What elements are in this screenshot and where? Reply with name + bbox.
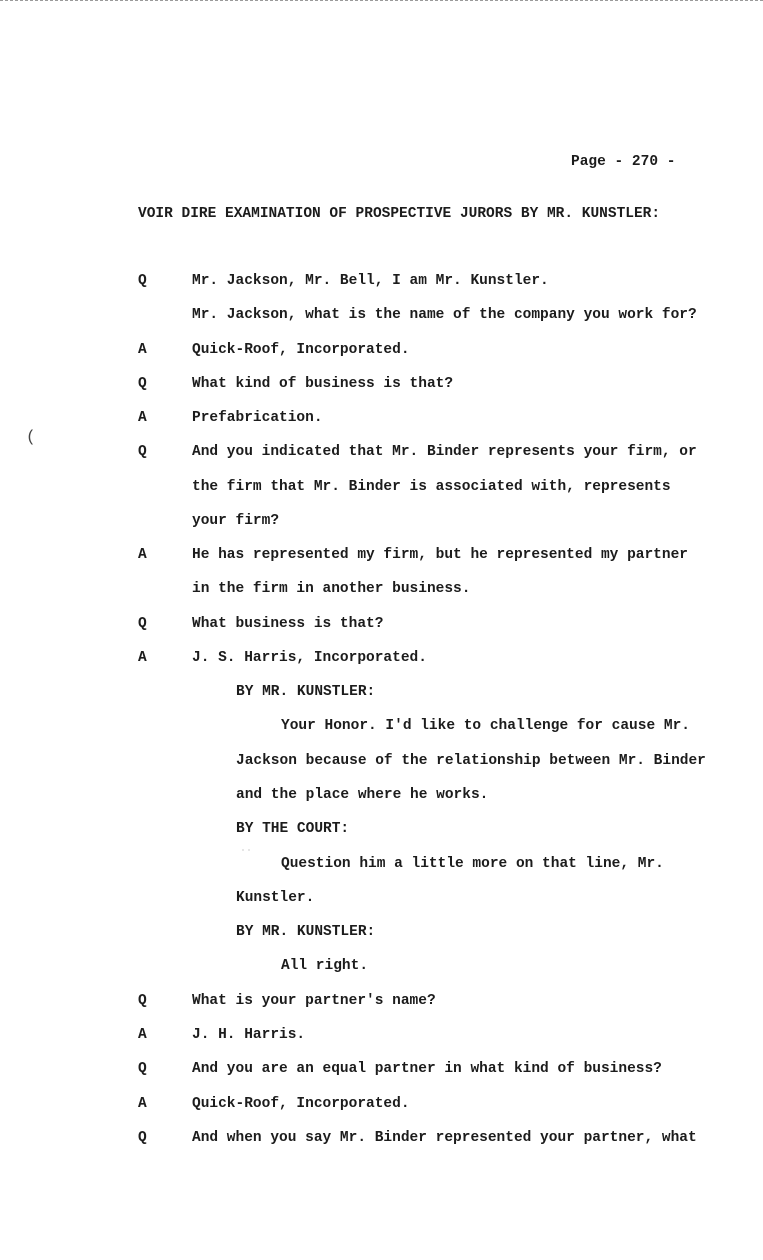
speaker-label: A — [138, 1096, 147, 1112]
transcript-line: your firm? — [192, 513, 280, 529]
transcript-line: Kunstler. — [236, 890, 315, 906]
speaker-label: A — [138, 650, 147, 666]
transcript-line: Prefabrication. — [192, 410, 323, 426]
speaker-label: A — [138, 410, 147, 426]
transcript-line: All right. — [281, 958, 369, 974]
transcript-line: in the firm in another business. — [192, 581, 471, 597]
transcript-line: Mr. Jackson, what is the name of the company you work for? — [192, 307, 697, 323]
speaker-label: Q — [138, 1130, 147, 1146]
page-number: Page - 270 - — [571, 154, 676, 170]
transcript-line: What is your partner's name? — [192, 993, 436, 1009]
transcript-line: Quick-Roof, Incorporated. — [192, 1096, 410, 1112]
examination-heading: VOIR DIRE EXAMINATION OF PROSPECTIVE JURORS BY MR. KUNSTLER: — [138, 206, 661, 222]
scan-top-edge — [0, 0, 763, 5]
scan-speck: ˙˙ — [240, 850, 253, 861]
speaker-label: A — [138, 342, 147, 358]
transcript-line: J. S. Harris, Incorporated. — [192, 650, 427, 666]
transcript-line: And you are an equal partner in what kind of business? — [192, 1061, 662, 1077]
transcript-line: What kind of business is that? — [192, 376, 454, 392]
transcript-line: Mr. Jackson, Mr. Bell, I am Mr. Kunstler. — [192, 273, 549, 289]
margin-mark: ( — [26, 428, 36, 446]
speaker-label: Q — [138, 993, 147, 1009]
transcript-line: Quick-Roof, Incorporated. — [192, 342, 410, 358]
speaker-label: A — [138, 1027, 147, 1043]
transcript-line: Jackson because of the relationship between Mr. Binder — [236, 753, 706, 769]
transcript-line: Your Honor. I'd like to challenge for cause Mr. — [281, 718, 690, 734]
transcript-line: And you indicated that Mr. Binder represents your firm, or — [192, 444, 697, 460]
transcript-line: He has represented my firm, but he represented my partner — [192, 547, 688, 563]
speaker-heading: BY MR. KUNSTLER: — [236, 924, 376, 940]
transcript-line: Question him a little more on that line, Mr. — [281, 856, 664, 872]
speaker-label: Q — [138, 273, 147, 289]
speaker-heading: BY THE COURT: — [236, 821, 350, 837]
transcript-line: and the place where he works. — [236, 787, 489, 803]
speaker-label: Q — [138, 1061, 147, 1077]
transcript-line: And when you say Mr. Binder represented your partner, what — [192, 1130, 697, 1146]
speaker-heading: BY MR. KUNSTLER: — [236, 684, 376, 700]
transcript-line: What business is that? — [192, 616, 384, 632]
speaker-label: A — [138, 547, 147, 563]
speaker-label: Q — [138, 444, 147, 460]
transcript-line: J. H. Harris. — [192, 1027, 306, 1043]
speaker-label: Q — [138, 376, 147, 392]
speaker-label: Q — [138, 616, 147, 632]
transcript-line: the firm that Mr. Binder is associated with, represents — [192, 479, 671, 495]
